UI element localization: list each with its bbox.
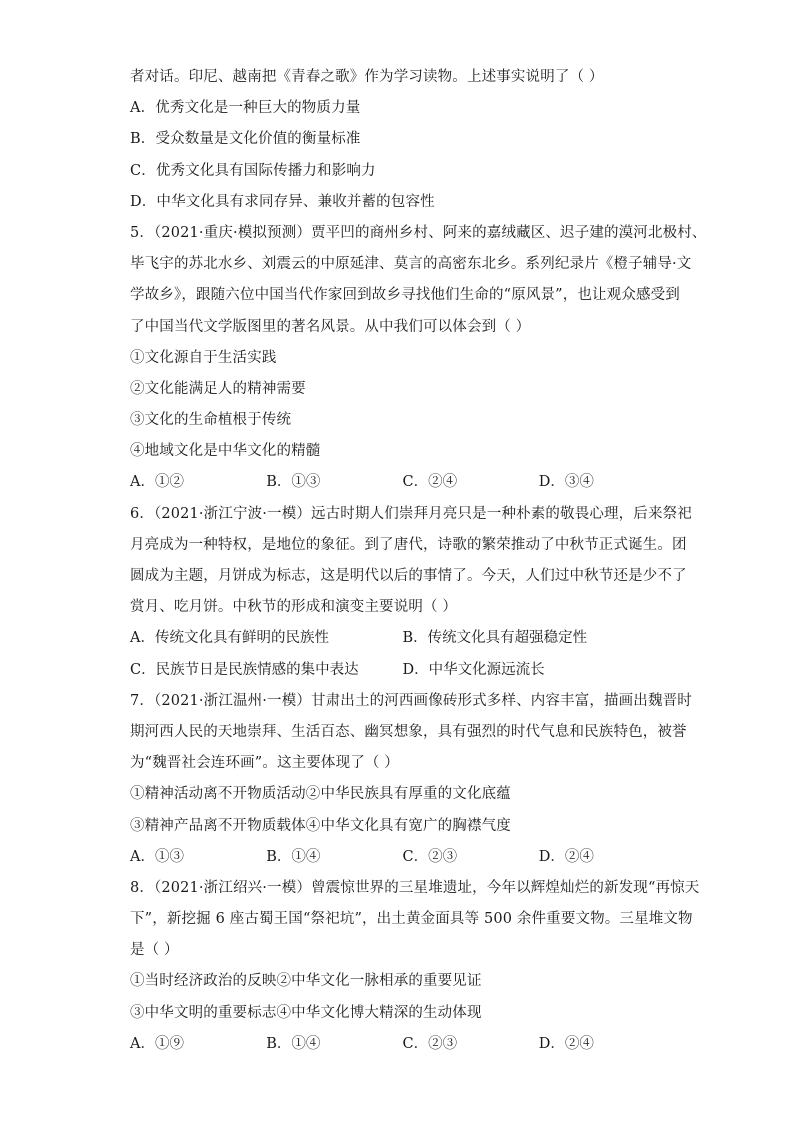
question-5-option-d[interactable]: D．③④ [538,474,594,491]
question-8-options [130,1029,675,1060]
question-7-statement: ①精神活动离不开物质活动②中华民族具有厚重的文化底蕴 [130,786,511,803]
question-6 [130,499,692,686]
question-8-statement: ①当时经济政治的反映②中华文化一脉相承的重要见证 [130,973,482,990]
question-4-stem: 者对话。印尼、越南把《青春之歌》作为学习读物。上述事实说明了（ ） [130,69,604,85]
question-8-option-d[interactable]: D．②④ [538,1035,594,1052]
question-4-option-b[interactable]: B．受众数量是文化价值的衡量标准 [130,131,361,148]
question-6-options-row-1 [130,623,675,654]
question-5-stem-line: 了中国当代文学版图里的著名风景。从中我们可以体会到（ ） [130,318,531,335]
question-6-option-b[interactable]: B．传统文化具有超强稳定性 [402,630,588,647]
question-7-option-c[interactable]: C．②③ [402,848,458,865]
question-5-stem-line: 学故乡》，跟随六位中国当代作家回到故乡寻找他们生命的“原风景”，也让观众感受到 [130,287,680,304]
question-6-stem-line: 月亮成为一种特权，是地位的象征。到了唐代，诗歌的繁荣推动了中秋节正式诞生。团 [130,536,687,553]
question-7-option-d[interactable]: D．②④ [538,848,594,865]
question-7-options [130,842,675,873]
question-5-statement: ①文化源自于生活实践 [130,349,277,366]
question-5 [130,218,707,499]
question-4-option-c[interactable]: C．优秀文化具有国际传播力和影响力 [130,162,376,179]
question-7-statement: ③精神产品离不开物质载体④中华文化具有宽广的胸襟气度 [130,817,511,834]
question-4-option-a[interactable]: A．优秀文化是一种巨大的物质力量 [130,100,361,117]
question-7-stem-line: 7．（2021·浙江温州·一模）甘肃出土的河西画像砖形式多样、内容丰富，描画出魏晋时 [130,692,692,709]
question-7-option-a[interactable]: A．①③ [130,848,184,865]
question-8-stem-line: 8．（2021·浙江绍兴·一模）曾震惊世界的三星堆遗址，今年以辉煌灿烂的新发现“再惊天 [130,879,700,896]
question-5-option-b[interactable]: B．①③ [266,474,321,491]
question-6-option-c[interactable]: C．民族节日是民族情感的集中表达 [130,661,359,678]
question-5-statement: ④地域文化是中华文化的精髓 [130,443,321,460]
question-8-option-b[interactable]: B．①④ [266,1035,321,1052]
question-4 [130,62,675,218]
question-5-option-c[interactable]: C．②④ [402,474,458,491]
question-5-statement: ②文化能满足人的精神需要 [130,380,306,397]
question-8 [130,873,700,1060]
question-8-option-c[interactable]: C．②③ [402,1035,458,1052]
question-5-stem-line: 5．（2021·重庆·模拟预测）贾平凹的商州乡村、阿来的嘉绒藏区、迟子建的漠河北极村、 [130,224,707,241]
question-7-stem-line: 为“魏晋社会连环画”。这主要体现了（ ） [130,755,399,772]
question-6-stem-line: 6．（2021·浙江宁波·一模）远古时期人们崇拜月亮只是一种朴素的敬畏心理，后来祭祀 [130,505,692,522]
question-5-options [130,467,675,498]
question-6-option-a[interactable]: A．传统文化具有鲜明的民族性 [130,630,329,647]
question-4-option-d[interactable]: D．中华文化具有求同存异、兼收并蓄的包容性 [130,193,435,210]
question-5-statement: ③文化的生命植根于传统 [130,412,292,429]
question-7-stem-line: 期河西人民的天地崇拜、生活百态、幽冥想象，具有强烈的时代气息和民族特色，被誉 [130,723,687,740]
question-8-stem-line: 是（ ） [130,942,179,959]
question-6-option-d[interactable]: D．中华文化源远流长 [402,661,545,678]
question-8-statement: ③中华文明的重要标志④中华文化博大精深的生动体现 [130,1004,482,1021]
question-8-stem-line: 下”，新挖掘 6 座古蜀王国“祭祀坑”，出土黄金面具等 500 余件重要文物。三星堆文物 [130,911,693,928]
document-page [130,62,707,1060]
question-6-stem-line: 赏月、吃月饼。中秋节的形成和演变主要说明（ ） [130,599,458,616]
question-5-stem-line: 毕飞宇的苏北水乡、刘震云的中原延津、莫言的高密东北乡。系列纪录片《橙子辅导·文 [130,256,692,273]
question-7-option-b[interactable]: B．①④ [266,848,321,865]
question-8-option-a[interactable]: A．①⑨ [130,1035,184,1052]
question-6-options-row-2 [130,655,675,686]
question-6-stem-line: 圆成为主题，月饼成为标志，这是明代以后的事情了。今天，人们过中秋节还是少不了 [130,568,687,584]
question-7 [130,686,692,873]
question-5-option-a[interactable]: A．①② [130,474,184,491]
